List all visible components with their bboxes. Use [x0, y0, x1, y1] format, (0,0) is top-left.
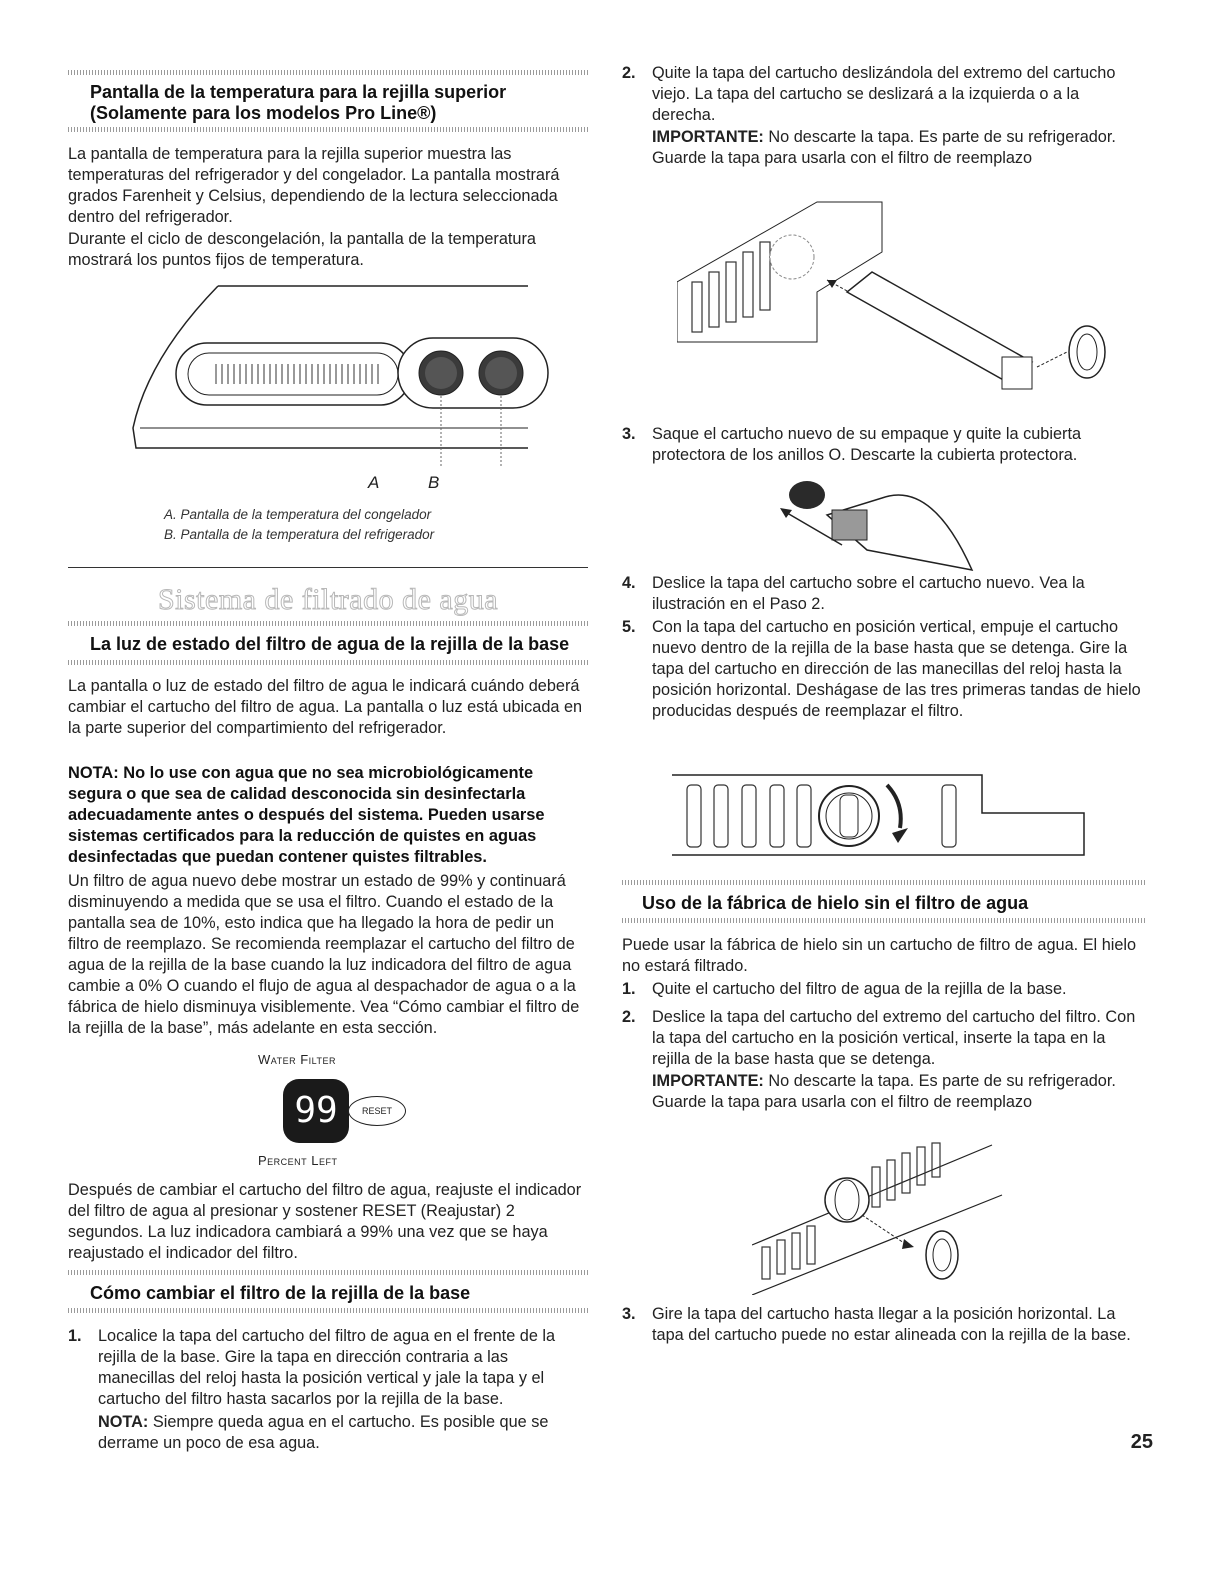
step-text: Quite la tapa del cartucho deslizándola del extremo del cartucho viejo. La tapa del cartucho se deslizará a la izquierda o a la derecha.: [652, 64, 1116, 124]
figure-label-a: A: [368, 473, 380, 492]
o-ring-cover-illustration: [772, 470, 1002, 580]
paragraph: Un filtro de agua nuevo debe mostrar un estado de 99% y continuará disminuyendo a medida que se usa el filtro. Cuando el estado de la pantalla sea de 10%, esto indica que ha llegado la hora de pedir un filtro de reemplazo. Se recomienda reemplazar el cartucho del filtro de agua de la rejilla de la base cuando la luz indicadora del filtro de agua cambie a 0% O cuando el flujo de agua al despachador de agua o a la fábrica de hielo disminuya visiblemente. Vea “Cómo cambiar el filtro de la rejilla de la base”, más adelante en esta sección.: [68, 872, 580, 1037]
step-item: [622, 1304, 1147, 1346]
step-number: 5.: [622, 618, 636, 636]
divider: [68, 1270, 588, 1275]
step-item: [622, 573, 1147, 615]
divider: [622, 880, 1147, 885]
step-number: 2.: [622, 1008, 636, 1026]
step-item: [622, 1007, 1147, 1070]
step-item: [68, 1326, 588, 1410]
divider: [68, 621, 588, 626]
step-item: [622, 424, 1147, 466]
section-title: La luz de estado del filtro de agua de la rejilla de la base: [90, 634, 570, 654]
temperature-display-illustration: [128, 278, 598, 498]
percent-left-label: Percent Left: [258, 1153, 338, 1168]
step-number: 3.: [622, 1305, 636, 1323]
section-title: Uso de la fábrica de hielo sin el filtro de agua: [642, 893, 1029, 913]
figure-caption: A. Pantalla de la temperatura del congelador: [164, 507, 432, 522]
important-text: No descarte la tapa. Es parte de su refrigerador. Guarde la tapa para usarla con el filtro de reemplazo: [652, 128, 1116, 167]
step-item: [622, 617, 1147, 722]
step-text: Saque el cartucho nuevo de su empaque y quite la cubierta protectora de los anillos O. Descarte la cubierta protectora.: [652, 425, 1082, 464]
step-number: 3.: [622, 425, 636, 443]
divider: [68, 127, 588, 132]
note-text: Siempre queda agua en el cartucho. Es posible que se derrame un poco de esa agua.: [98, 1413, 549, 1452]
note-label: NOTA:: [98, 1413, 149, 1431]
water-filter-label: Water Filter: [258, 1052, 336, 1067]
figure-caption: B. Pantalla de la temperatura del refrigerador: [164, 527, 435, 542]
step-text: Quite el cartucho del filtro de agua de la rejilla de la base.: [652, 980, 1067, 998]
step-text: Gire la tapa del cartucho hasta llegar a la posición horizontal. La tapa del cartucho puede no estar alineada con la rejilla de la base.: [652, 1305, 1131, 1344]
cartridge-cap-removal-illustration: [677, 192, 1147, 412]
paragraph: La pantalla de temperatura para la rejilla superior muestra las temperaturas del refrigerador y del congelador. La pantalla mostrará grados Farenheit y Celsius, dependiendo de la lectura seleccionada dentro del refrigerador.: [68, 145, 560, 226]
step-number: 4.: [622, 574, 636, 592]
step-text: Deslice la tapa del cartucho del extremo del cartucho del filtro. Con la tapa del cartucho en la posición vertical, inserte la tapa en la rejilla de la base hasta que se detenga.: [652, 1008, 1136, 1068]
important-label: IMPORTANTE:: [652, 128, 764, 146]
step-number: 2.: [622, 64, 636, 82]
note-paragraph: [98, 1412, 588, 1454]
divider: [622, 918, 1147, 923]
divider: [68, 660, 588, 665]
page-number: 25: [1130, 1431, 1153, 1453]
section-title: Cómo cambiar el filtro de la rejilla de la base: [90, 1283, 471, 1303]
filter-status-display: 99: [283, 1079, 349, 1143]
important-paragraph: [652, 127, 1147, 169]
section-title: Pantalla de la temperatura para la rejilla superior (Solamente para los modelos Pro Line®): [90, 82, 507, 123]
step-text: Localice la tapa del cartucho del filtro de agua en el frente de la rejilla de la base. Gire la tapa en dirección contraria a las manecillas del reloj hasta la posición vertical y jale la tapa y el cartucho del filtro hasta sacarlos por la rejilla de la base.: [98, 1327, 556, 1408]
paragraph: La pantalla o luz de estado del filtro de agua le indicará cuándo deberá cambiar el cartucho del filtro de agua. La pantalla o luz está ubicada en la parte superior del compartimiento del refrigerador.: [68, 677, 583, 737]
chapter-title: Sistema de filtrado de agua: [157, 583, 499, 616]
note-paragraph: NOTA: No lo use con agua que no sea microbiológicamente segura o que sea de calidad desconocida sin desinfectarla adecuadamente antes o después del sistema. Pueden usarse sistemas certificados para la reducción de quistes en aguas desinfectadas que puedan contener quistes filtrables.: [68, 764, 545, 866]
step-number: 1.: [68, 1327, 82, 1345]
important-text: No descarte la tapa. Es parte de su refrigerador. Guarde la tapa para usarla con el filtro de reemplazo: [652, 1072, 1116, 1111]
paragraph: Durante el ciclo de descongelación, la pantalla de la temperatura mostrará los puntos fijos de temperatura.: [68, 230, 536, 269]
step-number: 1.: [622, 980, 636, 998]
step-item: [622, 979, 1147, 1000]
divider: [68, 567, 588, 568]
cap-insertion-illustration: [752, 1135, 1052, 1295]
important-label: IMPORTANTE:: [652, 1072, 764, 1090]
divider: [68, 1308, 588, 1313]
paragraph: Puede usar la fábrica de hielo sin un cartucho de filtro de agua. El hielo no estará filtrado.: [622, 936, 1137, 975]
figure-label-b: B: [428, 473, 440, 492]
step-item: [622, 63, 1147, 126]
step-text: Deslice la tapa del cartucho sobre el cartucho nuevo. Vea la ilustración en el Paso 2.: [652, 574, 1085, 613]
grille-cap-rotation-illustration: [672, 773, 1092, 865]
reset-button[interactable]: RESET: [348, 1096, 406, 1126]
divider: [68, 70, 588, 75]
important-paragraph: [652, 1071, 1147, 1113]
paragraph: Después de cambiar el cartucho del filtro de agua, reajuste el indicador del filtro de agua al presionar y sostener RESET (Reajustar) 2 segundos. La luz indicadora cambiará a 99% una vez que se haya reajustado el indicador del filtro.: [68, 1181, 582, 1262]
step-text: Con la tapa del cartucho en posición vertical, empuje el cartucho nuevo dentro de la rejilla de la base hasta que se detenga. Gire la tapa del cartucho en dirección de las manecillas del reloj hasta la posición horizontal. Deshágase de las tres primeras tandas de hielo producidas después de reemplazar el filtro.: [652, 618, 1141, 720]
